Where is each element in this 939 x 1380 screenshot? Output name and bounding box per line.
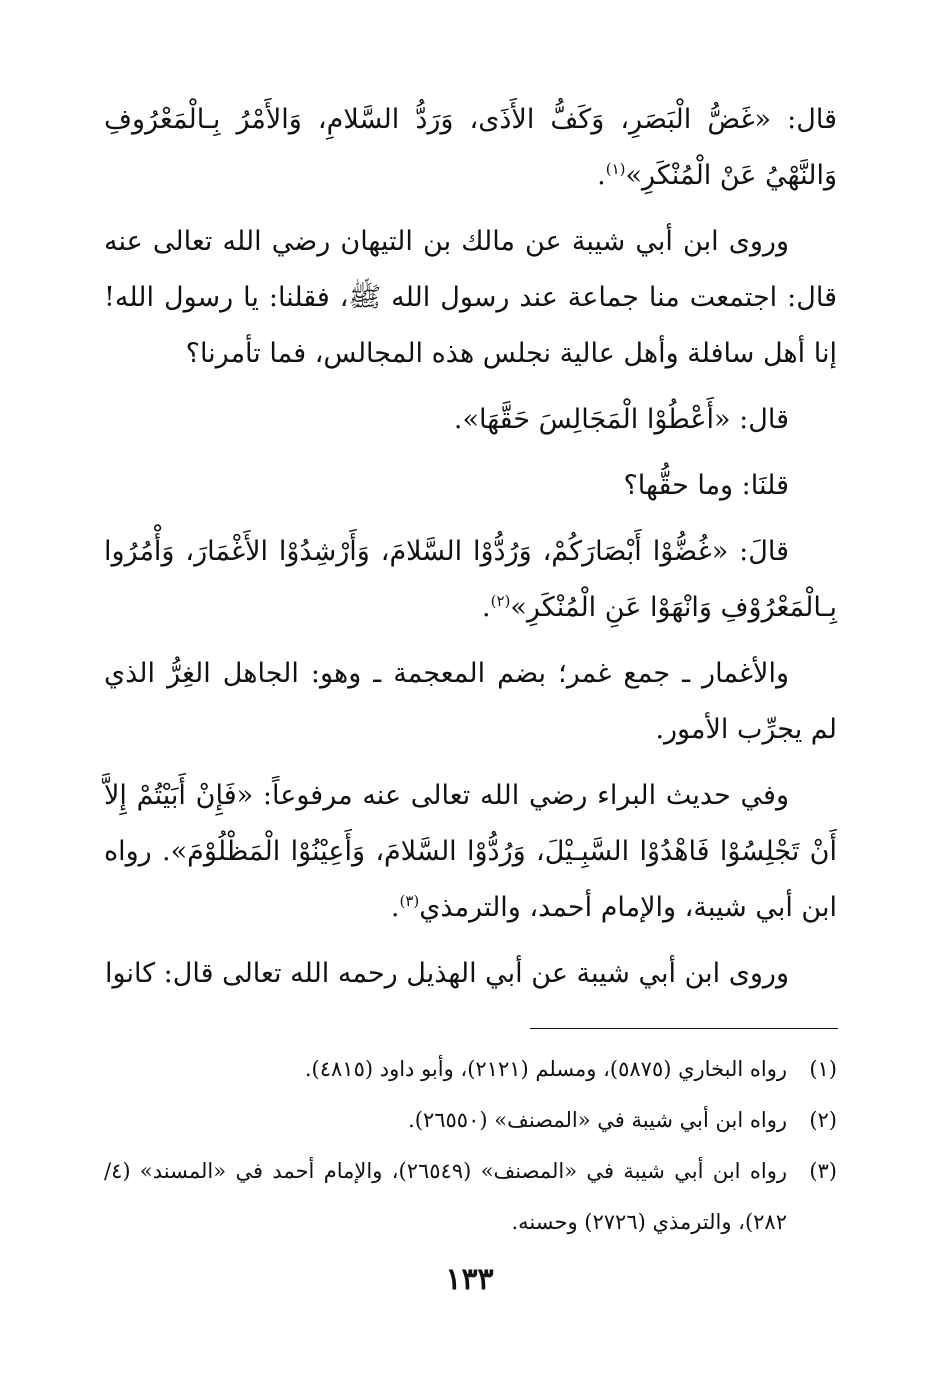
paragraph <box>104 646 837 758</box>
footnote <box>104 1044 837 1095</box>
footnote-number: (٣) <box>809 1159 837 1183</box>
page-number: ١٣٣ <box>445 1262 494 1297</box>
paragraph-text: والأغمار ـ جمع غمر؛ بضم المعجمة ـ وهو: الجاهل الغِرُّ الذي لم يجرِّب الأمور. <box>104 658 837 745</box>
footnote-text: رواه ابن أبي شيبة في «المصنف» (٢٦٥٥٠). <box>408 1108 787 1132</box>
footnote <box>104 1095 837 1146</box>
paragraph-text: قال: «أَعْطُوْا الْمَجَالِسَ حَقَّهَا». <box>453 404 789 435</box>
footnote-number: (٢) <box>809 1108 837 1132</box>
footnote-reference: (١) <box>605 160 626 178</box>
footnote <box>104 1146 837 1248</box>
footnotes <box>104 1044 837 1248</box>
paragraph-tail: . <box>482 592 491 623</box>
paragraph <box>104 392 837 448</box>
footnote-text: رواه البخاري (٥٨٧٥)، ومسلم (٢١٢١)، وأبو داود (٤٨١٥). <box>304 1057 787 1081</box>
paragraph <box>104 92 837 204</box>
footnote-reference: (٢) <box>490 592 511 610</box>
paragraph-text: وروى ابن أبي شيبة عن مالك بن التيهان رضي الله تعالى عنه قال: اجتمعت منا جماعة عند رسول الله ﷺ، فقلنا: يا رسول الله! إنا أهل سافلة وأهل عالية نجلس هذه المجالس، فما تأمرنا؟ <box>104 226 837 369</box>
paragraph-tail: . <box>390 892 400 923</box>
main-text <box>104 92 837 1012</box>
paragraph-tail: . <box>597 160 606 191</box>
footnote-number: (١) <box>809 1057 837 1081</box>
paragraph <box>104 214 837 382</box>
paragraph <box>104 946 837 1002</box>
footnote-reference: (٣) <box>399 892 420 910</box>
footnote-divider <box>530 1028 838 1029</box>
paragraph <box>104 524 837 636</box>
paragraph-text: قالَ: «غُضُّوْا أَبْصَارَكُمْ، وَرُدُّوْا السَّلامَ، وَأَرْشِدُوْا الأَغْمَارَ، وَأْمُرُوا بِـالْمَعْرُوْفِ وَانْهَوْا عَنِ الْمُنْكَرِ» <box>104 536 837 623</box>
paragraph-text: قلنَا: وما حقُّها؟ <box>623 470 789 501</box>
paragraph-text: وفي حديث البراء رضي الله تعالى عنه مرفوعاً: «فَإِنْ أَبَيْتُمْ إِلاَّ أَنْ تَجْلِسُوْا فَاهْدُوْا السَّبِـيْلَ، وَرُدُّوْا السَّلامَ، وَأَعِيْنُوْا الْمَظْلُوْمَ». رواه ابن أبي شيبة، والإمام أحمد، والترمذي <box>104 780 837 923</box>
paragraph-text: وروى ابن أبي شيبة عن أبي الهذيل رحمه الله تعالى قال: كانوا <box>105 958 789 989</box>
paragraph <box>104 768 837 936</box>
paragraph-text: قال: «غَضُّ الْبَصَرِ، وَكَفُّ الأَذَى، وَرَدُّ السَّلامِ، وَالأَمْرُ بِـالْمَعْرُوفِ وَالنَّهْيُ عَنْ الْمُنْكَرِ» <box>104 104 837 191</box>
paragraph <box>104 458 837 514</box>
footnote-text: رواه ابن أبي شيبة في «المصنف» (٢٦٥٤٩)، والإمام أحمد في «المسند» (٤/ ٢٨٢)، والترمذي (٢٧٢٦) وحسنه. <box>104 1159 787 1234</box>
